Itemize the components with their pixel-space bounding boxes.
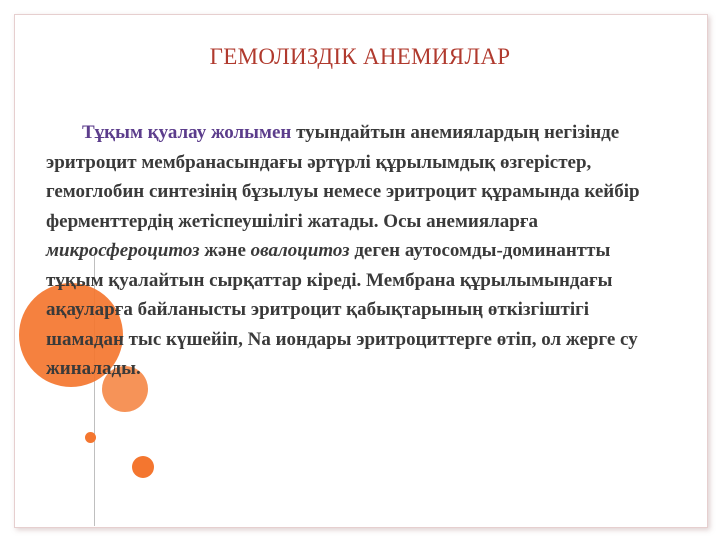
slide-title: ГЕМОЛИЗДІК АНЕМИЯЛАР bbox=[209, 44, 511, 69]
decorative-circle-small bbox=[132, 456, 154, 478]
body-text-part-3: деген аутосомды-доминантты тұқым қуалайтын сырқаттар кіреді. Мембрана құрылымындағы ақауларға байланысты эритроцит қабықтарының өткізгіштігі шамадан тыс күшейіп, Na иондары эритроциттерге өтіп, ол жерге су жиналады. bbox=[46, 240, 638, 379]
decorative-circle-tiny bbox=[85, 432, 96, 443]
italic-term-microspherocytosis: микросфероцитоз bbox=[46, 240, 200, 261]
highlighted-phrase: Тұқым қуалау жолымен bbox=[82, 122, 292, 143]
slide-body bbox=[46, 118, 666, 384]
body-text-part-2: және bbox=[199, 240, 251, 261]
body-text-part-1: туындайтын анемиялардың негізінде эритроцит мембранасындағы әртүрлі құрылымдық өзгерістер, гемоглобин синтезінің бұзылуы немесе эритроцит құрамында кейбір ферменттердің жетіспеушілігі жатады. Осы анемияларға bbox=[46, 122, 640, 232]
italic-term-ovalocytosis: овалоцитоз bbox=[250, 240, 350, 261]
